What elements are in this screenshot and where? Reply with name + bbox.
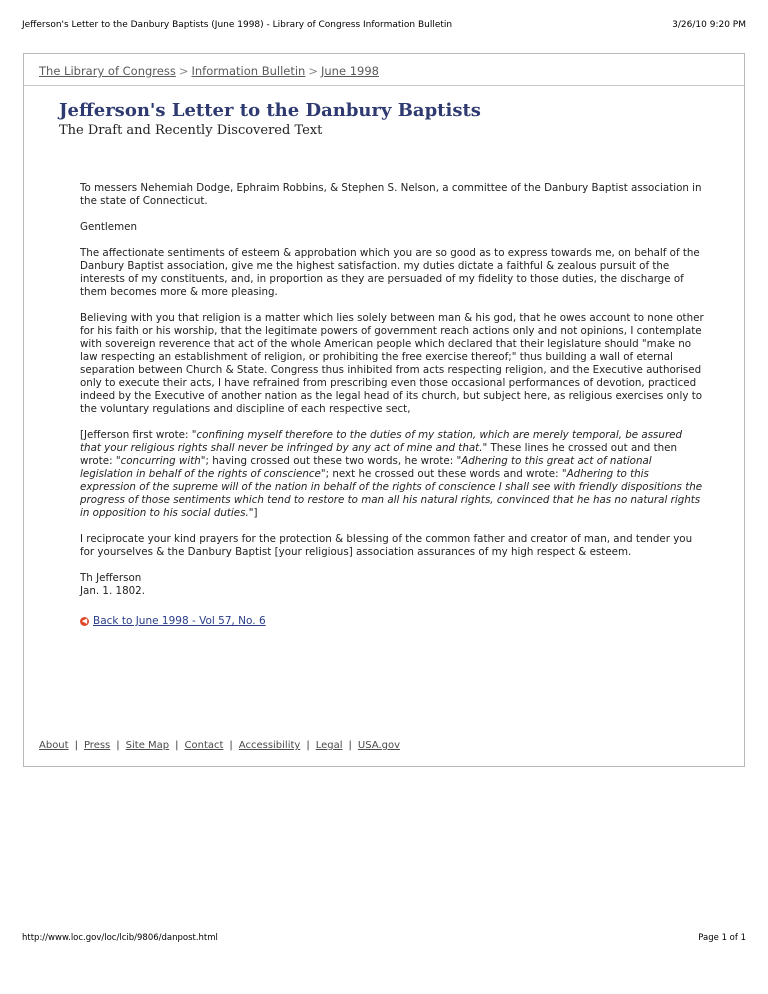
footer-link-legal[interactable]: Legal bbox=[315, 740, 343, 751]
page-title: Jefferson's Letter to the Danbury Baptists bbox=[59, 100, 481, 121]
footer-link-press[interactable]: Press bbox=[83, 740, 111, 751]
signature-name: Th Jefferson bbox=[80, 572, 142, 584]
footer-divider: | bbox=[306, 740, 310, 751]
note-text: [Jefferson first wrote: bbox=[80, 429, 192, 441]
print-footer bbox=[22, 933, 746, 943]
breadcrumb-separator: > bbox=[308, 64, 318, 78]
header-divider bbox=[24, 85, 744, 86]
footer-link-contact[interactable]: Contact bbox=[184, 740, 224, 751]
print-header bbox=[22, 20, 746, 30]
note-quote: "Adhering to this expression of the supreme will of the nation in behalf of the rights of conscience I shall see with friendly dispositions the progress of those sentiments which tend to restore to man all his natural rights, convinced that he has no natural rights in opposition to his social duties." bbox=[80, 468, 703, 519]
back-link[interactable]: Back to June 1998 - Vol 57, No. 6 bbox=[93, 615, 266, 627]
footer-link-about[interactable]: About bbox=[39, 740, 69, 751]
breadcrumb-june-1998[interactable]: June 1998 bbox=[321, 64, 379, 78]
footer-links bbox=[39, 740, 400, 751]
page-subtitle: The Draft and Recently Discovered Text bbox=[59, 123, 323, 138]
breadcrumb-information-bulletin[interactable]: Information Bulletin bbox=[191, 64, 306, 78]
footer-divider: | bbox=[116, 740, 120, 751]
print-footer-url: http://www.loc.gov/loc/lcib/9806/danpost.html bbox=[22, 933, 218, 943]
note-quote: "Adhering to this great act of national legislation in behalf of the rights of conscience" bbox=[80, 455, 652, 480]
editorial-note bbox=[80, 429, 706, 520]
paragraph: I reciprocate your kind prayers for the protection & blessing of the common father and creator of man, and tender you for yourselves & the Danbury Baptist [your religious] association assurances of my high respect & esteem. bbox=[80, 533, 693, 558]
note-quote: "confining myself therefore to the duties of my station, which are merely temporal, be assured that your religious rights shall never be infringed by any act of mine and that." bbox=[80, 429, 683, 454]
signature bbox=[80, 572, 706, 598]
footer-divider: | bbox=[229, 740, 233, 751]
footer-link-usa-gov[interactable]: USA.gov bbox=[357, 740, 400, 751]
footer-link-site-map[interactable]: Site Map bbox=[125, 740, 170, 751]
footer-divider: | bbox=[74, 740, 78, 751]
print-header-datetime: 3/26/10 9:20 PM bbox=[672, 20, 746, 30]
breadcrumb-library-of-congress[interactable]: The Library of Congress bbox=[39, 64, 176, 78]
footer-divider: | bbox=[175, 740, 179, 751]
salutation-address: To messers Nehemiah Dodge, Ephraim Robbins, & Stephen S. Nelson, a committee of the Danbury Baptist association in the state of Connecticut. bbox=[80, 182, 702, 207]
paragraph: Believing with you that religion is a matter which lies solely between man & his god, that he owes account to none other for his faith or his worship, that the legitimate powers of government reach actions only and not opinions, I contemplate with sovereign reverence that act of the whole American people which declared that their legislature should "make no law respecting an establishment of religion, or prohibiting the free exercise thereof;" thus building a wall of eternal separation between Church & State. Congress thus inhibited from acts respecting religion, and the Executive authorised only to execute their acts, I have refrained from prescribing even those occasional performances of devotion, practiced indeed by the Executive of another nation as the legal head of its church, but subject here, as religious exercises only to the voluntary regulations and discipline of each respective sect, bbox=[80, 312, 704, 415]
greeting: Gentlemen bbox=[80, 221, 137, 233]
note-text: ] bbox=[253, 507, 258, 519]
note-text: ; next he crossed out these words and wrote: bbox=[325, 468, 562, 480]
note-quote: "concurring with" bbox=[115, 455, 206, 467]
print-header-title: Jefferson's Letter to the Danbury Baptists (June 1998) - Library of Congress Information Bulletin bbox=[22, 20, 453, 30]
note-text: These lines he crossed out and then wrote: bbox=[80, 442, 678, 467]
arrow-back-icon: ◀ bbox=[81, 617, 88, 625]
note-text: ; having crossed out these two words, he wrote: bbox=[205, 455, 457, 467]
footer-divider: | bbox=[348, 740, 352, 751]
footer-link-accessibility[interactable]: Accessibility bbox=[238, 740, 301, 751]
print-footer-page: Page 1 of 1 bbox=[698, 933, 746, 943]
page-frame bbox=[23, 53, 745, 767]
breadcrumb bbox=[39, 64, 379, 78]
back-link-row[interactable] bbox=[80, 615, 706, 628]
signature-date: Jan. 1. 1802. bbox=[80, 585, 145, 597]
breadcrumb-separator: > bbox=[178, 64, 189, 78]
paragraph: The affectionate sentiments of esteem & approbation which you are so good as to express towards me, on behalf of the Danbury Baptist association, give me the highest satisfaction. my duties dictate a faithful & zealous pursuit of the interests of my constituents, and, in proportion as they are persuaded of my fidelity to those duties, the discharge of them becomes more & more pleasing. bbox=[80, 247, 700, 298]
letter-body bbox=[80, 182, 706, 628]
